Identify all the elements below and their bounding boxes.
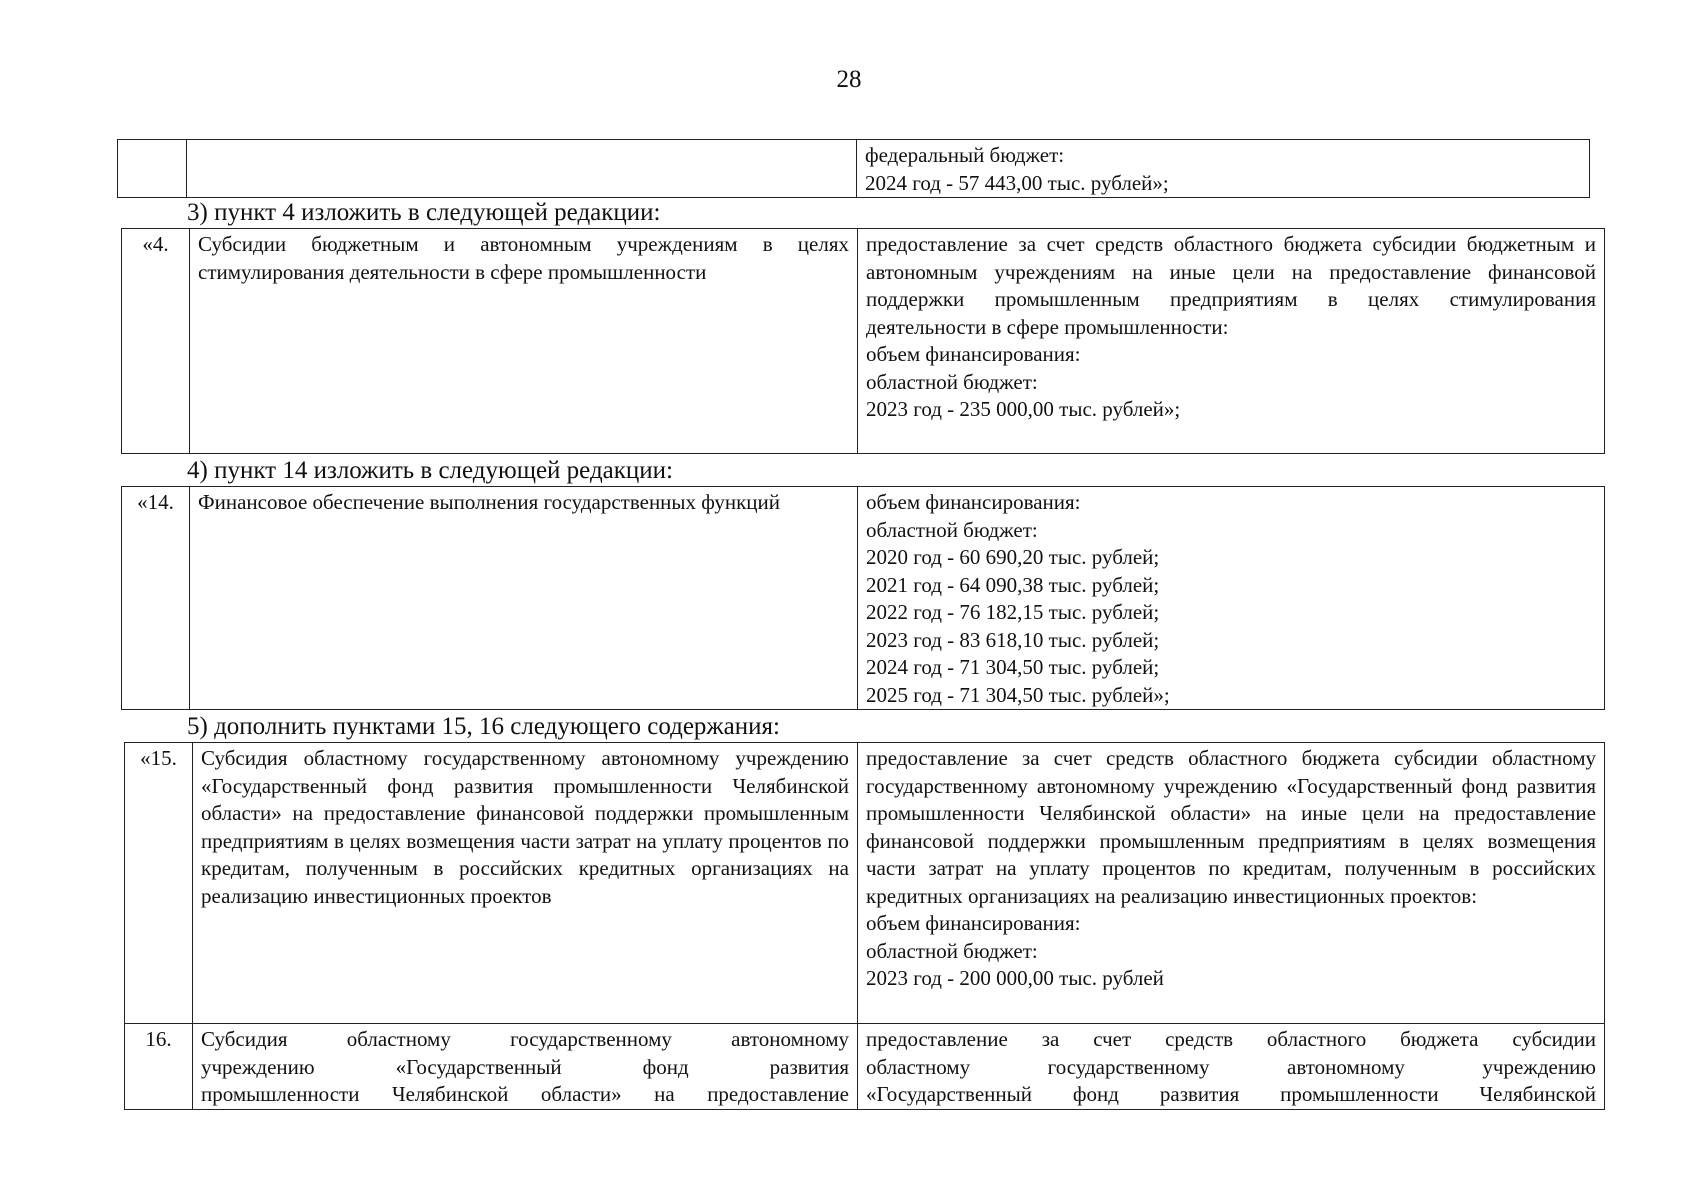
row-description-cell — [858, 743, 1605, 1024]
section-heading-3: 3) пункт 4 изложить в следующей редакции: — [187, 199, 661, 226]
table-row — [118, 140, 1590, 198]
table-row — [122, 487, 1605, 710]
row-title-cell: Субсидия областному государственному автономному учреждению «Государственный фонд развития промышленности Челябинской области» на предоставление финансовой поддержки промышленным предприятиям в целях возмещения части затрат на уплату процентов по кредитам, полученным в российских кредитных организациях на реализацию инвестиционных проектов — [193, 743, 858, 1024]
table-item-14 — [121, 486, 1605, 710]
desc-line: федеральный бюджет: — [865, 143, 1065, 167]
row-title-cell — [187, 140, 857, 198]
table-row — [125, 743, 1605, 1024]
page-number: 28 — [836, 66, 862, 93]
row-number-cell — [118, 140, 187, 198]
desc-line: объем финансирования: — [866, 342, 1081, 366]
desc-line: 2024 год - 57 443,00 тыс. рублей»; — [865, 170, 1169, 195]
desc-line: объем финансирования: — [866, 911, 1081, 935]
title-line: Субсидия областному государственному автономному — [201, 1027, 849, 1051]
desc-line: 2025 год - 71 304,50 тыс. рублей»; — [866, 682, 1170, 707]
desc-line: 2023 год - 200 000,00 тыс. рублей — [866, 966, 1164, 990]
table-item-4 — [121, 228, 1605, 454]
desc-line: областному государственному автономному учреждению — [866, 1054, 1596, 1079]
row-description-cell — [858, 229, 1605, 454]
table-row — [125, 1024, 1605, 1110]
desc-line: 2023 год - 83 618,10 тыс. рублей; — [866, 627, 1160, 652]
row-number-cell: «4. — [122, 229, 190, 454]
desc-line: предоставление за счет средств областного бюджета субсидии — [866, 1027, 1596, 1051]
desc-line: областной бюджет: — [866, 369, 1038, 394]
row-description-cell — [858, 487, 1605, 710]
row-title-cell: Финансовое обеспечение выполнения государственных функций — [190, 487, 858, 710]
desc-line: «Государственный фонд развития промышленности Челябинской — [866, 1082, 1596, 1106]
row-description-cell — [858, 1024, 1605, 1110]
row-title-cell — [193, 1024, 858, 1110]
desc-line: 2020 год - 60 690,20 тыс. рублей; — [866, 545, 1160, 569]
desc-line: областной бюджет: — [866, 938, 1038, 963]
row-number-cell: «15. — [125, 743, 193, 1024]
row-number-cell: 16. — [125, 1024, 193, 1110]
title-line: промышленности Челябинской области» на предоставление — [201, 1082, 849, 1106]
desc-line: 2021 год - 64 090,38 тыс. рублей; — [866, 572, 1160, 597]
desc-lead: предоставление за счет средств областного бюджета субсидии областному государственному автономному учреждению «Государственный фонд развития промышленности Челябинской области» на иные цели на предоставление финансовой поддержки промышленным предприятиям в целях возмещения части затрат на уплату процентов по кредитам, полученным в российских кредитных организациях на реализацию инвестиционных проектов: — [866, 746, 1596, 908]
row-title-cell: Субсидии бюджетным и автономным учреждениям в целях стимулирования деятельности в сфере промышленности — [190, 229, 858, 454]
row-number-cell: «14. — [122, 487, 190, 710]
table-continuation — [117, 139, 1590, 198]
desc-line: областной бюджет: — [866, 517, 1038, 542]
table-row — [122, 229, 1605, 454]
section-heading-5: 5) дополнить пунктами 15, 16 следующего содержания: — [187, 713, 780, 740]
section-heading-4: 4) пункт 14 изложить в следующей редакции: — [187, 457, 673, 484]
table-items-15-16 — [124, 742, 1605, 1110]
desc-line: 2023 год - 235 000,00 тыс. рублей»; — [866, 397, 1181, 421]
desc-line: объем финансирования: — [866, 490, 1081, 514]
desc-line: 2024 год - 71 304,50 тыс. рублей; — [866, 655, 1160, 679]
title-line: учреждению «Государственный фонд развития — [201, 1054, 849, 1079]
row-description-cell — [857, 140, 1590, 198]
desc-lead: предоставление за счет средств областного бюджета субсидии бюджетным и автономным учреждениям на иные цели на предоставление финансовой поддержки промышленным предприятиям в целях стимулирования деятельности в сфере промышленности: — [866, 232, 1596, 339]
desc-line: 2022 год - 76 182,15 тыс. рублей; — [866, 600, 1160, 624]
